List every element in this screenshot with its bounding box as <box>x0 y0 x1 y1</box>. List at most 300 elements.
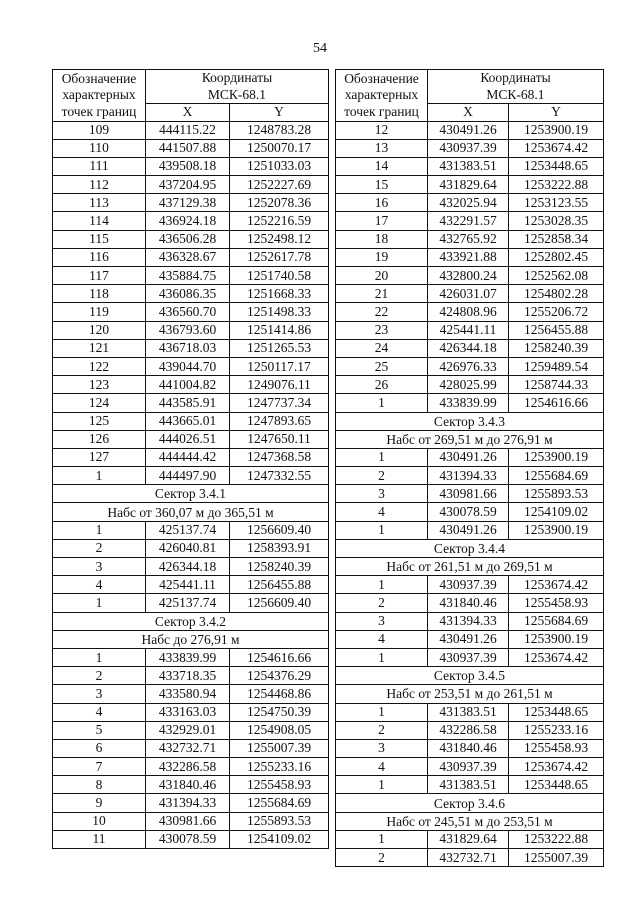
point-number-cell: 113 <box>53 194 146 212</box>
y-coordinate-cell: 1250070.17 <box>230 139 329 157</box>
x-coordinate-cell: 424808.96 <box>428 303 509 321</box>
y-coordinate-cell: 1255458.93 <box>509 594 604 612</box>
x-coordinate-cell: 433163.03 <box>146 703 230 721</box>
y-coordinate-cell: 1258240.39 <box>230 558 329 576</box>
table-row <box>336 176 604 194</box>
y-coordinate-cell: 1253900.19 <box>509 448 604 466</box>
table-row <box>53 794 329 812</box>
x-coordinate-cell: 436924.18 <box>146 212 230 230</box>
point-number-cell: 122 <box>53 357 146 375</box>
point-number-cell: 11 <box>53 830 146 848</box>
x-coordinate-cell: 441507.88 <box>146 139 230 157</box>
x-coordinate-cell: 435884.75 <box>146 267 230 285</box>
x-coordinate-cell: 444444.42 <box>146 448 230 466</box>
x-coordinate-cell: 430937.39 <box>428 139 509 157</box>
table-row <box>336 739 604 757</box>
x-coordinate-cell: 430981.66 <box>428 485 509 503</box>
x-coordinate-cell: 430491.26 <box>428 448 509 466</box>
y-coordinate-cell: 1253222.88 <box>509 830 604 848</box>
table-body-right <box>336 121 604 867</box>
y-coordinate-cell: 1252078.36 <box>230 194 329 212</box>
sector-row <box>336 412 604 430</box>
point-number-cell: 1 <box>53 467 146 485</box>
x-coordinate-cell: 431394.33 <box>428 612 509 630</box>
table-row <box>53 776 329 794</box>
point-number-cell: 5 <box>53 721 146 739</box>
y-coordinate-cell: 1256609.40 <box>230 521 329 539</box>
point-number-cell: 123 <box>53 376 146 394</box>
point-number-cell: 1 <box>336 703 428 721</box>
point-number-cell: 25 <box>336 357 428 375</box>
sector-label: Сектор 3.4.1 <box>53 485 329 503</box>
x-coordinate-cell: 430491.26 <box>428 630 509 648</box>
x-coordinate-cell: 444115.22 <box>146 121 230 139</box>
point-number-cell: 3 <box>336 485 428 503</box>
point-number-cell: 23 <box>336 321 428 339</box>
y-coordinate-cell: 1255684.69 <box>509 467 604 485</box>
x-coordinate-cell: 426976.33 <box>428 357 509 375</box>
sector-row <box>53 630 329 648</box>
table-row <box>336 830 604 848</box>
point-number-cell: 8 <box>53 776 146 794</box>
y-coordinate-cell: 1247368.58 <box>230 448 329 466</box>
sector-row <box>336 794 604 812</box>
table-row <box>53 830 329 848</box>
table-row <box>336 849 604 867</box>
x-coordinate-cell: 432286.58 <box>428 721 509 739</box>
sector-row <box>336 539 604 557</box>
x-coordinate-cell: 439044.70 <box>146 357 230 375</box>
table-row <box>336 467 604 485</box>
point-number-cell: 18 <box>336 230 428 248</box>
x-header: X <box>146 104 230 122</box>
point-number-cell: 1 <box>53 648 146 666</box>
y-coordinate-cell: 1253448.65 <box>509 157 604 175</box>
designation-header-line: точек границ <box>344 103 419 119</box>
point-number-cell: 1 <box>336 648 428 666</box>
table-row <box>336 194 604 212</box>
y-coordinate-cell: 1254908.05 <box>230 721 329 739</box>
table-row <box>336 121 604 139</box>
x-coordinate-cell: 425137.74 <box>146 521 230 539</box>
table-row <box>336 703 604 721</box>
x-coordinate-cell: 430078.59 <box>146 830 230 848</box>
y-coordinate-cell: 1255684.69 <box>509 612 604 630</box>
table-row <box>336 303 604 321</box>
y-coordinate-cell: 1252216.59 <box>230 212 329 230</box>
x-coordinate-cell: 433580.94 <box>146 685 230 703</box>
table-row <box>53 521 329 539</box>
coordinates-table-right <box>335 69 604 867</box>
y-coordinate-cell: 1253222.88 <box>509 176 604 194</box>
designation-header-line: характерных <box>344 87 419 102</box>
x-coordinate-cell: 444497.90 <box>146 467 230 485</box>
x-coordinate-cell: 431383.51 <box>428 776 509 794</box>
point-number-cell: 120 <box>53 321 146 339</box>
point-number-cell: 15 <box>336 176 428 194</box>
x-coordinate-cell: 426031.07 <box>428 285 509 303</box>
designation-header-line: Обозначение <box>61 70 137 86</box>
table-row <box>53 230 329 248</box>
point-number-cell: 121 <box>53 339 146 357</box>
designation-header-line: характерных <box>62 87 136 102</box>
sector-label: Набс от 261,51 м до 269,51 м <box>336 558 604 576</box>
y-coordinate-cell: 1254802.28 <box>509 285 604 303</box>
x-coordinate-cell: 436718.03 <box>146 339 230 357</box>
point-number-cell: 22 <box>336 303 428 321</box>
table-row <box>53 394 329 412</box>
table-row <box>336 357 604 375</box>
x-coordinate-cell: 431829.64 <box>428 830 509 848</box>
table-body-left <box>53 121 329 849</box>
point-number-cell: 125 <box>53 412 146 430</box>
x-coordinate-cell: 432286.58 <box>146 758 230 776</box>
point-number-cell: 3 <box>53 558 146 576</box>
point-number-cell: 2 <box>53 539 146 557</box>
table-row <box>53 430 329 448</box>
table-row <box>336 339 604 357</box>
y-coordinate-cell: 1250117.17 <box>230 357 329 375</box>
y-coordinate-cell: 1252802.45 <box>509 248 604 266</box>
x-coordinate-cell: 436506.28 <box>146 230 230 248</box>
table-row <box>336 612 604 630</box>
x-coordinate-cell: 431829.64 <box>428 176 509 194</box>
point-number-cell: 4 <box>336 503 428 521</box>
table-row <box>53 194 329 212</box>
sector-row <box>336 667 604 685</box>
x-coordinate-cell: 436086.35 <box>146 285 230 303</box>
x-coordinate-cell: 432732.71 <box>428 849 509 867</box>
sector-row <box>336 812 604 830</box>
table-row <box>53 121 329 139</box>
point-number-cell: 127 <box>53 448 146 466</box>
table-row <box>53 448 329 466</box>
sector-label: Набс от 253,51 м до 261,51 м <box>336 685 604 703</box>
x-coordinate-cell: 431840.46 <box>428 739 509 757</box>
designation-header <box>336 70 428 122</box>
y-coordinate-cell: 1252498.12 <box>230 230 329 248</box>
sector-label: Сектор 3.4.6 <box>336 794 604 812</box>
table-row <box>53 139 329 157</box>
x-coordinate-cell: 431840.46 <box>146 776 230 794</box>
sector-row <box>336 685 604 703</box>
point-number-cell: 26 <box>336 376 428 394</box>
y-coordinate-cell: 1256455.88 <box>509 321 604 339</box>
point-number-cell: 3 <box>336 739 428 757</box>
table-row <box>336 503 604 521</box>
x-coordinate-cell: 439508.18 <box>146 157 230 175</box>
x-coordinate-cell: 430937.39 <box>428 758 509 776</box>
x-coordinate-cell: 426344.18 <box>428 339 509 357</box>
x-coordinate-cell: 436560.70 <box>146 303 230 321</box>
table-row <box>53 558 329 576</box>
y-header: Y <box>230 104 329 122</box>
point-number-cell: 4 <box>336 630 428 648</box>
sector-label: Набс от 269,51 м до 276,91 м <box>336 430 604 448</box>
table-row <box>53 303 329 321</box>
designation-header-line: точек границ <box>61 103 137 119</box>
x-coordinate-cell: 441004.82 <box>146 376 230 394</box>
table-row <box>53 594 329 612</box>
table-row <box>53 667 329 685</box>
x-coordinate-cell: 436328.67 <box>146 248 230 266</box>
x-coordinate-cell: 425441.11 <box>428 321 509 339</box>
table-row <box>336 758 604 776</box>
sector-label: Набс от 245,51 м до 253,51 м <box>336 812 604 830</box>
x-coordinate-cell: 444026.51 <box>146 430 230 448</box>
point-number-cell: 111 <box>53 157 146 175</box>
point-number-cell: 1 <box>336 830 428 848</box>
x-coordinate-cell: 430491.26 <box>428 121 509 139</box>
x-coordinate-cell: 443665.01 <box>146 412 230 430</box>
table-row <box>336 485 604 503</box>
x-coordinate-cell: 431383.51 <box>428 157 509 175</box>
point-number-cell: 12 <box>336 121 428 139</box>
point-number-cell: 21 <box>336 285 428 303</box>
y-coordinate-cell: 1253674.42 <box>509 139 604 157</box>
table-row <box>53 812 329 830</box>
table-row <box>336 521 604 539</box>
y-coordinate-cell: 1254616.66 <box>509 394 604 412</box>
designation-header <box>53 70 146 122</box>
table-row <box>53 357 329 375</box>
point-number-cell: 7 <box>53 758 146 776</box>
y-coordinate-cell: 1256455.88 <box>230 576 329 594</box>
x-header: X <box>428 104 509 122</box>
table-row <box>336 648 604 666</box>
table-row <box>53 576 329 594</box>
table-row <box>336 630 604 648</box>
x-coordinate-cell: 430491.26 <box>428 521 509 539</box>
y-coordinate-cell: 1251668.33 <box>230 285 329 303</box>
x-coordinate-cell: 432732.71 <box>146 739 230 757</box>
point-number-cell: 14 <box>336 157 428 175</box>
point-number-cell: 2 <box>336 594 428 612</box>
sector-row <box>336 558 604 576</box>
y-coordinate-cell: 1248783.28 <box>230 121 329 139</box>
x-coordinate-cell: 432291.57 <box>428 212 509 230</box>
point-number-cell: 116 <box>53 248 146 266</box>
sector-row <box>53 503 329 521</box>
y-coordinate-cell: 1255893.53 <box>230 812 329 830</box>
table-row <box>336 448 604 466</box>
point-number-cell: 115 <box>53 230 146 248</box>
x-coordinate-cell: 443585.91 <box>146 394 230 412</box>
y-coordinate-cell: 1251265.53 <box>230 339 329 357</box>
point-number-cell: 2 <box>53 667 146 685</box>
coordinates-table-left <box>52 69 329 849</box>
table-row <box>53 176 329 194</box>
point-number-cell: 117 <box>53 267 146 285</box>
y-coordinate-cell: 1247737.34 <box>230 394 329 412</box>
point-number-cell: 16 <box>336 194 428 212</box>
x-coordinate-cell: 431394.33 <box>428 467 509 485</box>
y-coordinate-cell: 1251740.58 <box>230 267 329 285</box>
x-coordinate-cell: 426040.81 <box>146 539 230 557</box>
y-coordinate-cell: 1247332.55 <box>230 467 329 485</box>
point-number-cell: 2 <box>336 721 428 739</box>
y-coordinate-cell: 1254109.02 <box>230 830 329 848</box>
y-coordinate-cell: 1255206.72 <box>509 303 604 321</box>
table-row <box>53 685 329 703</box>
y-coordinate-cell: 1255233.16 <box>230 758 329 776</box>
y-coordinate-cell: 1253900.19 <box>509 521 604 539</box>
table-row <box>53 539 329 557</box>
point-number-cell: 118 <box>53 285 146 303</box>
table-row <box>336 212 604 230</box>
table-row <box>53 285 329 303</box>
point-number-cell: 126 <box>53 430 146 448</box>
point-number-cell: 112 <box>53 176 146 194</box>
coordinates-header-line: Координаты <box>480 70 551 85</box>
y-coordinate-cell: 1255007.39 <box>230 739 329 757</box>
table-row <box>53 467 329 485</box>
table-row <box>53 339 329 357</box>
table-row <box>336 376 604 394</box>
x-coordinate-cell: 430937.39 <box>428 648 509 666</box>
point-number-cell: 20 <box>336 267 428 285</box>
y-header: Y <box>509 104 604 122</box>
y-coordinate-cell: 1252858.34 <box>509 230 604 248</box>
y-coordinate-cell: 1253674.42 <box>509 648 604 666</box>
table-row <box>336 594 604 612</box>
y-coordinate-cell: 1258744.33 <box>509 376 604 394</box>
point-number-cell: 17 <box>336 212 428 230</box>
point-number-cell: 124 <box>53 394 146 412</box>
point-number-cell: 24 <box>336 339 428 357</box>
x-coordinate-cell: 432800.24 <box>428 267 509 285</box>
y-coordinate-cell: 1252617.78 <box>230 248 329 266</box>
coordinates-header-line: МСК-68.1 <box>207 86 267 102</box>
x-coordinate-cell: 433921.88 <box>428 248 509 266</box>
sector-label: Сектор 3.4.3 <box>336 412 604 430</box>
table-row <box>53 212 329 230</box>
point-number-cell: 1 <box>336 521 428 539</box>
y-coordinate-cell: 1258240.39 <box>509 339 604 357</box>
y-coordinate-cell: 1254750.39 <box>230 703 329 721</box>
point-number-cell: 114 <box>53 212 146 230</box>
y-coordinate-cell: 1254376.29 <box>230 667 329 685</box>
table-row <box>53 648 329 666</box>
y-coordinate-cell: 1251033.03 <box>230 157 329 175</box>
table-row <box>53 321 329 339</box>
table-row <box>336 776 604 794</box>
point-number-cell: 1 <box>53 594 146 612</box>
y-coordinate-cell: 1249076.11 <box>230 376 329 394</box>
point-number-cell: 9 <box>53 794 146 812</box>
point-number-cell: 1 <box>336 448 428 466</box>
y-coordinate-cell: 1253448.65 <box>509 703 604 721</box>
coordinates-header <box>146 70 329 104</box>
table-row <box>336 394 604 412</box>
x-coordinate-cell: 432025.94 <box>428 194 509 212</box>
x-coordinate-cell: 431383.51 <box>428 703 509 721</box>
point-number-cell: 109 <box>53 121 146 139</box>
sector-label: Сектор 3.4.2 <box>53 612 329 630</box>
sector-label: Набс до 276,91 м <box>53 630 329 648</box>
x-coordinate-cell: 433839.99 <box>428 394 509 412</box>
x-coordinate-cell: 430937.39 <box>428 576 509 594</box>
y-coordinate-cell: 1255233.16 <box>509 721 604 739</box>
x-coordinate-cell: 430981.66 <box>146 812 230 830</box>
table-row <box>336 230 604 248</box>
point-number-cell: 4 <box>336 758 428 776</box>
point-number-cell: 4 <box>53 703 146 721</box>
sector-row <box>336 430 604 448</box>
table-row <box>336 267 604 285</box>
table-row <box>53 758 329 776</box>
y-coordinate-cell: 1255893.53 <box>509 485 604 503</box>
x-coordinate-cell: 430078.59 <box>428 503 509 521</box>
x-coordinate-cell: 431394.33 <box>146 794 230 812</box>
point-number-cell: 1 <box>336 576 428 594</box>
table-row <box>53 248 329 266</box>
x-coordinate-cell: 432765.92 <box>428 230 509 248</box>
sector-label: Сектор 3.4.5 <box>336 667 604 685</box>
table-row <box>336 139 604 157</box>
table-row <box>336 285 604 303</box>
point-number-cell: 3 <box>53 685 146 703</box>
point-number-cell: 2 <box>336 849 428 867</box>
y-coordinate-cell: 1258393.91 <box>230 539 329 557</box>
page-number: 54 <box>313 41 327 56</box>
point-number-cell: 1 <box>336 776 428 794</box>
sector-row <box>53 485 329 503</box>
y-coordinate-cell: 1253448.65 <box>509 776 604 794</box>
point-number-cell: 1 <box>53 521 146 539</box>
x-coordinate-cell: 425137.74 <box>146 594 230 612</box>
table-row <box>336 248 604 266</box>
point-number-cell: 119 <box>53 303 146 321</box>
x-coordinate-cell: 437129.38 <box>146 194 230 212</box>
point-number-cell: 4 <box>53 576 146 594</box>
y-coordinate-cell: 1252562.08 <box>509 267 604 285</box>
y-coordinate-cell: 1255458.93 <box>509 739 604 757</box>
x-coordinate-cell: 436793.60 <box>146 321 230 339</box>
y-coordinate-cell: 1253123.55 <box>509 194 604 212</box>
x-coordinate-cell: 433718.35 <box>146 667 230 685</box>
y-coordinate-cell: 1256609.40 <box>230 594 329 612</box>
table-row <box>53 739 329 757</box>
table-row <box>336 321 604 339</box>
designation-header-line: Обозначение <box>344 70 419 86</box>
point-number-cell: 6 <box>53 739 146 757</box>
point-number-cell: 10 <box>53 812 146 830</box>
point-number-cell: 110 <box>53 139 146 157</box>
y-coordinate-cell: 1255007.39 <box>509 849 604 867</box>
point-number-cell: 19 <box>336 248 428 266</box>
y-coordinate-cell: 1247650.11 <box>230 430 329 448</box>
x-coordinate-cell: 428025.99 <box>428 376 509 394</box>
y-coordinate-cell: 1254109.02 <box>509 503 604 521</box>
y-coordinate-cell: 1253900.19 <box>509 630 604 648</box>
y-coordinate-cell: 1251498.33 <box>230 303 329 321</box>
table-row <box>53 703 329 721</box>
coordinates-header-line: МСК-68.1 <box>486 86 545 102</box>
sector-row <box>53 612 329 630</box>
table-row <box>53 721 329 739</box>
y-coordinate-cell: 1254468.86 <box>230 685 329 703</box>
point-number-cell: 2 <box>336 467 428 485</box>
point-number-cell: 13 <box>336 139 428 157</box>
x-coordinate-cell: 426344.18 <box>146 558 230 576</box>
y-coordinate-cell: 1255684.69 <box>230 794 329 812</box>
x-coordinate-cell: 433839.99 <box>146 648 230 666</box>
y-coordinate-cell: 1259489.54 <box>509 357 604 375</box>
point-number-cell: 1 <box>336 394 428 412</box>
table-row <box>336 157 604 175</box>
y-coordinate-cell: 1251414.86 <box>230 321 329 339</box>
